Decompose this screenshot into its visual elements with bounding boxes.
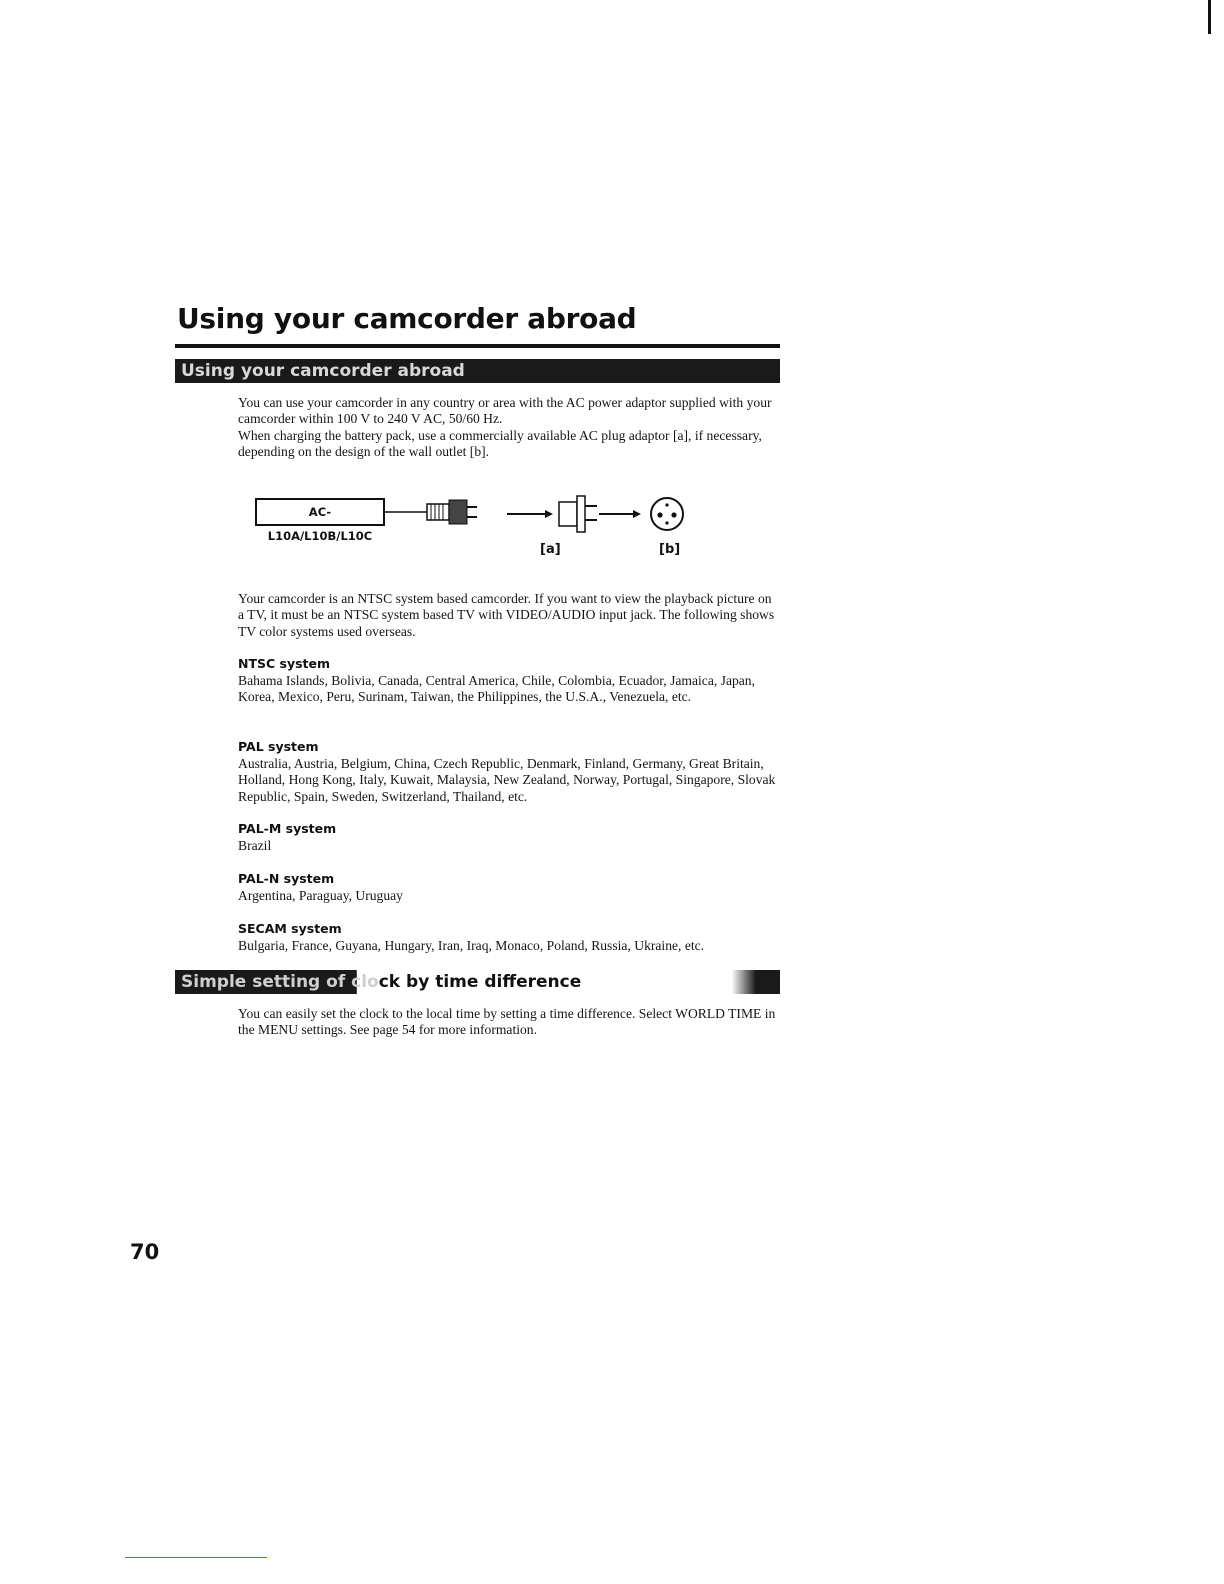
label-b: [b] bbox=[659, 542, 681, 557]
clock-paragraph: You can easily set the clock to the local time by setting a time difference. Select WORLD TIME in the MENU settings. See page 54 for more information. bbox=[238, 1006, 776, 1038]
wall-outlet-b-icon bbox=[651, 498, 683, 530]
clock-heading-part1: Simple setting of clo bbox=[181, 972, 379, 992]
pal-m-heading: PAL-M system bbox=[238, 821, 337, 836]
model-label-box: AC-L10A/L10B/L10C bbox=[255, 498, 385, 526]
pal-n-heading: PAL-N system bbox=[238, 871, 335, 886]
ntsc-heading: NTSC system bbox=[238, 656, 331, 671]
scan-edge-mark bbox=[1208, 0, 1211, 34]
plug-adaptor-a-icon bbox=[559, 496, 597, 532]
ntsc-countries: Bahama Islands, Bolivia, Canada, Central America, Chile, Colombia, Ecuador, Jamaica, Japan, Korea, Mexico, Peru, Surinam, Taiwan, the Philippines, the U.S.A., Venezuela, etc. bbox=[238, 673, 755, 705]
bottom-link-line bbox=[125, 1557, 267, 1558]
pal-m-countries: Brazil bbox=[238, 838, 272, 853]
section-heading-abroad: Using your camcorder abroad bbox=[175, 359, 780, 383]
page-title: Using your camcorder abroad bbox=[177, 302, 637, 335]
plug-adaptor-diagram bbox=[255, 490, 715, 570]
section-heading-clock bbox=[175, 970, 780, 994]
tv-note-paragraph: Your camcorder is an NTSC system based camcorder. If you want to view the playback picture on a TV, it must be an NTSC system based TV with VIDEO/AUDIO input jack. The following shows TV color systems used overseas. bbox=[238, 591, 775, 639]
intro-paragraph bbox=[238, 395, 778, 461]
arrow-icon-1 bbox=[507, 510, 553, 518]
secam-heading: SECAM system bbox=[238, 921, 342, 936]
pal-heading: PAL system bbox=[238, 739, 319, 754]
secam-countries: Bulgaria, France, Guyana, Hungary, Iran, Iraq, Monaco, Poland, Russia, Ukraine, etc. bbox=[238, 938, 705, 953]
arrow-icon-2 bbox=[599, 510, 641, 518]
pal-countries: Australia, Austria, Belgium, China, Czech Republic, Denmark, Finland, Germany, Great Britain, Holland, Hong Kong, Italy, Kuwait, Malaysia, New Zealand, Norway, Portugal, Singapore, Slovak Republic, Spain, Sweden, Switzerland, Thailand, etc. bbox=[238, 756, 776, 804]
plug-diagram-svg bbox=[255, 490, 715, 540]
ac-plug-icon bbox=[427, 500, 477, 524]
page-number: 70 bbox=[130, 1240, 160, 1264]
clock-heading-part2: ck by time difference bbox=[378, 972, 582, 992]
pal-n-countries: Argentina, Paraguay, Uruguay bbox=[238, 888, 403, 903]
intro-text: You can use your camcorder in any country or area with the AC power adaptor supplied with your camcorder within 100 V to 240 V AC, 50/60 Hz. bbox=[238, 395, 772, 427]
charging-text: When charging the battery pack, use a commercially available AC plug adaptor [a], if necessary, depending on the design of the wall outlet [b]. bbox=[238, 427, 762, 460]
label-a: [a] bbox=[540, 542, 561, 557]
title-rule bbox=[175, 344, 780, 348]
